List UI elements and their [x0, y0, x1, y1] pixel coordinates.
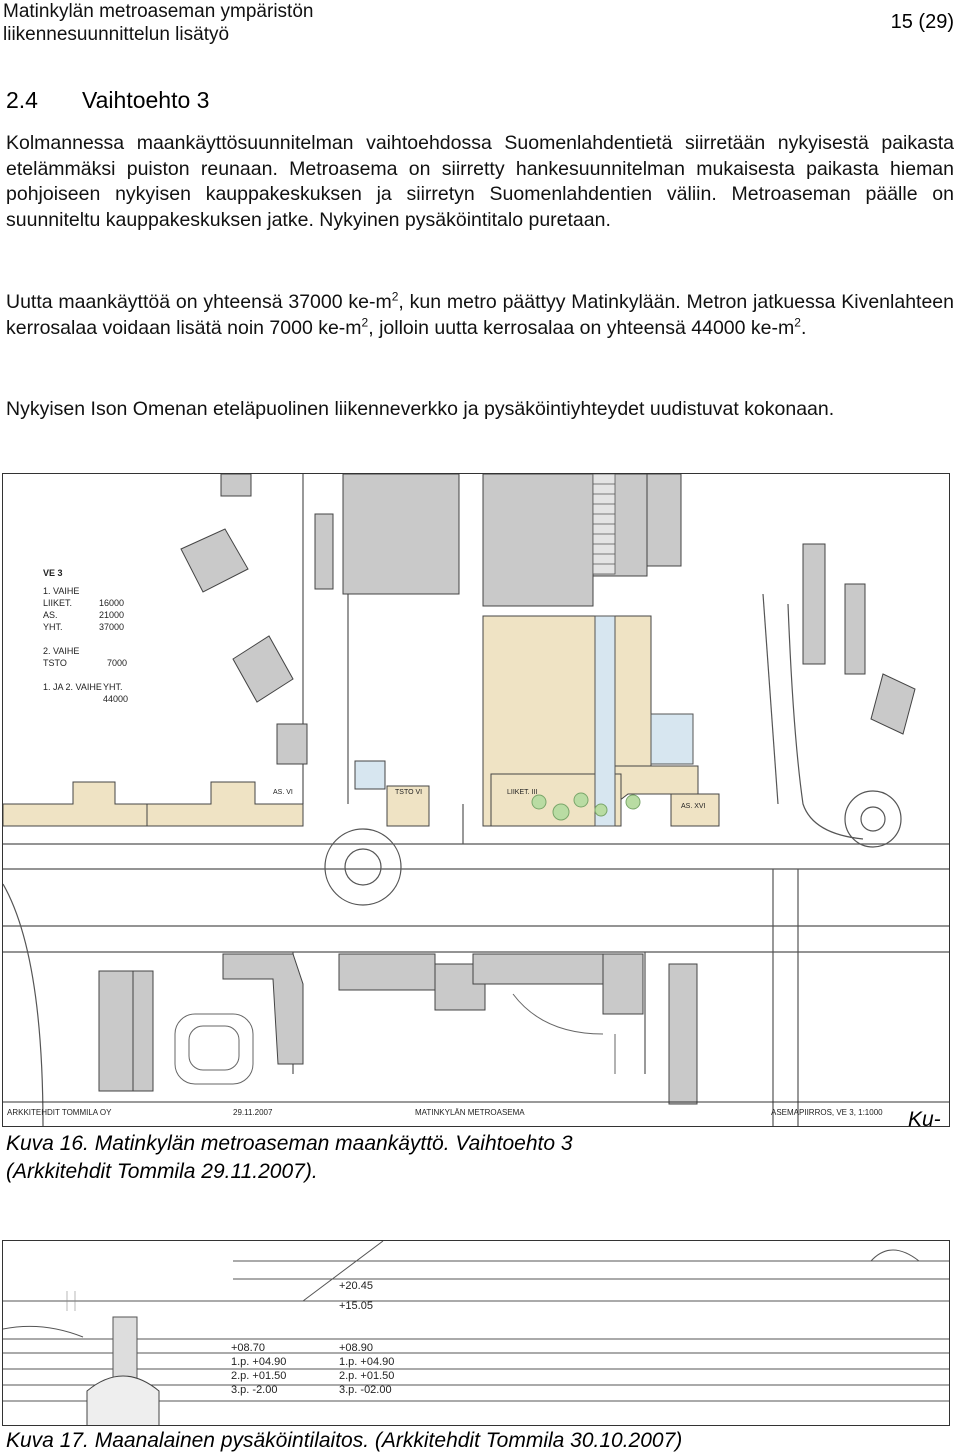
area-legend	[43, 568, 128, 704]
paragraph-2-part-b: , kun metro päättyy Matinkylään. Metron jatkuessa Kivenlahteen kerrosalaa voidaan lisätä noin 7000 ke-m	[6, 291, 954, 339]
site-plan-drawing	[3, 474, 949, 1126]
section-title: Vaihtoehto 3	[82, 87, 210, 113]
footer-sheet: ASEMAPIIRROS, VE 3, 1:1000	[771, 1108, 883, 1117]
site-plan-figure	[2, 473, 950, 1127]
superscript: 2	[361, 315, 369, 329]
legend-value-7: YHT.	[103, 682, 123, 692]
header-title-line2: liikennesuunnittelun lisätyö	[3, 24, 230, 45]
superscript: 2	[794, 315, 801, 329]
section-number: 2.4	[6, 87, 38, 113]
paragraph-2-part-d: .	[800, 316, 807, 339]
figure-16-caption	[6, 1130, 573, 1186]
header-title-line1: Matinkylän metroaseman ympäristön	[3, 1, 314, 22]
paragraph-1: Kolmannessa maankäyttösuunnitelman vaihtoehdossa Suomenlahdentietä siirretään nykyisestä paikasta etelämmäksi puiston reunaan. Metroasema on siirretty hankesuunnitelman mukaisesta paikasta hieman pohjoiseen nykyisen kauppakeskuksen ja siirretyn Suomenlahdentien väliin. Metroaseman päälle on suunniteltu kauppakeskuksen jatke. Nykyinen pysäköintitalo puretaan.	[6, 132, 954, 231]
legend-label-7: 1. JA 2. VAIHE	[43, 682, 102, 692]
paragraph-2-part-a: Uutta maankäyttöä on yhteensä 37000 ke-m	[6, 291, 392, 313]
parking-outlines	[175, 994, 615, 1084]
section-structure	[3, 1241, 949, 1401]
level-right-6: 3.p. -02.00	[339, 1384, 392, 1396]
escalator	[593, 474, 615, 574]
level-left-3: 2.p. +01.50	[231, 1370, 287, 1382]
section-heading	[6, 87, 209, 114]
footer-project: MATINKYLÄN METROASEMA	[415, 1108, 525, 1117]
paragraph-3: Nykyisen Ison Omenan eteläpuolinen liikenneverkko ja pysäköintiyhteydet uudistuvat kokonaan.	[6, 398, 835, 420]
legend-label-3: AS.	[43, 610, 58, 620]
level-right-3: +08.90	[339, 1342, 373, 1354]
paragraph-2	[6, 290, 954, 341]
caption-overflow-text: Ku-	[908, 1108, 941, 1131]
section-drawing	[3, 1241, 949, 1425]
superscript: 2	[391, 289, 399, 304]
figure-17-caption: Kuva 17. Maanalainen pysäköintilaitos. (Arkkitehdit Tommila 30.10.2007)	[6, 1429, 683, 1452]
label-tsto-vi: TSTO VI	[395, 789, 423, 796]
legend-title: VE 3	[43, 568, 63, 578]
figure-16-caption-line1: Kuva 16. Matinkylän metroaseman maankäyttö. Vaihtoehto 3	[6, 1132, 573, 1155]
drawing-title-block	[3, 1102, 949, 1117]
legend-label-5: 2. VAIHE	[43, 646, 80, 656]
metro-tunnel	[87, 1376, 159, 1425]
legend-value-3: 21000	[99, 610, 125, 620]
document-header	[3, 0, 313, 46]
parking-section-figure	[2, 1240, 950, 1426]
legend-label-2: LIIKET.	[43, 598, 73, 608]
level-left-4: 3.p. -2.00	[231, 1384, 278, 1396]
figure-16-caption-line2: (Arkkitehdit Tommila 29.11.2007).	[6, 1160, 318, 1183]
label-as-xvi: AS. XVI	[681, 803, 706, 810]
label-liiket-iii: LIIKET. III	[507, 789, 538, 796]
level-left-1: +08.70	[231, 1342, 265, 1354]
legend-value-6: 7000	[107, 658, 128, 668]
legend-value-4: 37000	[99, 622, 125, 632]
legend-label-6: TSTO	[43, 658, 67, 668]
level-right-4: 1.p. +04.90	[339, 1356, 395, 1368]
level-left-2: 1.p. +04.90	[231, 1356, 287, 1368]
legend-label-4: YHT.	[43, 622, 63, 632]
level-right-1: +20.45	[339, 1280, 373, 1292]
level-right-2: +15.05	[339, 1300, 373, 1312]
level-right-5: 2.p. +01.50	[339, 1370, 395, 1382]
legend-label-1: 1. VAIHE	[43, 586, 80, 596]
legend-value-8: 44000	[103, 694, 129, 704]
footer-date: 29.11.2007	[233, 1108, 273, 1117]
label-as-vi: AS. VI	[273, 789, 293, 796]
legend-value-2: 16000	[99, 598, 125, 608]
page-number: 15 (29)	[890, 11, 954, 33]
footer-office: ARKKITEHDIT TOMMILA OY	[7, 1108, 112, 1117]
paragraph-2-part-c: , jolloin uutta kerrosalaa on yhteensä 44000 ke-m	[368, 316, 795, 339]
